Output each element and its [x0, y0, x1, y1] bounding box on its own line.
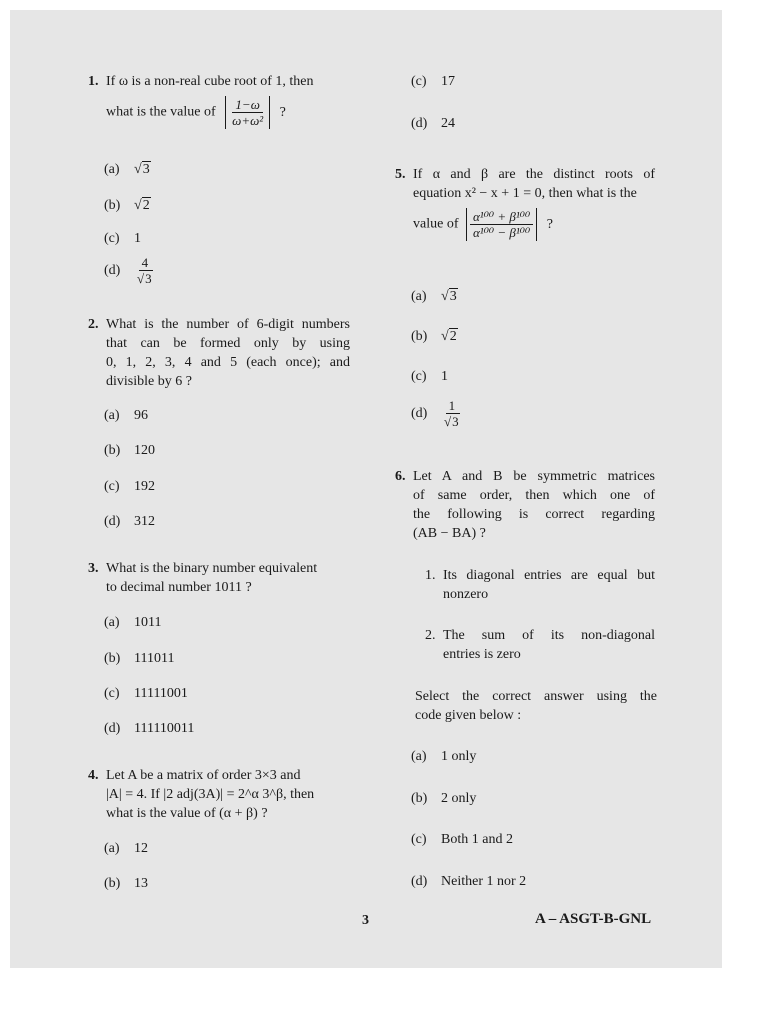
expression-suffix: ?: [279, 104, 286, 120]
absolute-value: [225, 96, 270, 129]
question-number: 4.: [88, 768, 99, 783]
option-c[interactable]: (c) 17: [411, 74, 455, 89]
question-number: 2.: [88, 317, 99, 332]
option-label: (b): [104, 198, 121, 213]
option-b[interactable]: (b) 2 only: [411, 791, 477, 806]
option-value: 96: [134, 408, 148, 423]
option-value: 111110011: [134, 721, 195, 736]
question-5-expression: [413, 208, 663, 241]
option-a[interactable]: (a) √3: [104, 162, 150, 177]
option-a[interactable]: (a) 96: [104, 408, 148, 423]
fraction-numerator: 1: [446, 398, 459, 414]
question-text: If α and β are the distinct roots of equation x² − x + 1 = 0, then what is the: [413, 167, 655, 201]
question-1-expression: [106, 96, 366, 129]
absolute-value: [466, 208, 537, 241]
option-d[interactable]: [104, 255, 156, 286]
option-value: Neither 1 nor 2: [441, 874, 527, 889]
fraction: [470, 209, 533, 240]
option-value: 192: [134, 479, 155, 494]
booklet-code: A – ASGT-B-GNL: [535, 911, 652, 927]
option-value: 2 only: [441, 791, 477, 806]
option-a[interactable]: (a) 1 only: [411, 749, 477, 764]
option-value: 12: [134, 841, 148, 856]
fraction-numerator: 1−ω: [232, 97, 262, 113]
option-a[interactable]: (a) 12: [104, 841, 148, 856]
option-d[interactable]: (d) Neither 1 nor 2: [411, 874, 527, 889]
fraction-numerator: α¹⁰⁰ + β¹⁰⁰: [470, 209, 533, 225]
expression-prefix: value of: [413, 216, 459, 232]
option-a[interactable]: (a) 1011: [104, 615, 162, 630]
option-value: 111011: [134, 651, 175, 666]
fraction-denominator: α¹⁰⁰ − β¹⁰⁰: [472, 225, 531, 240]
option-value: 1011: [134, 615, 162, 630]
statement-2: 2. The sum of its non-diagonal entries is zero: [425, 628, 655, 662]
option-d[interactable]: (d) 111110011: [104, 721, 195, 736]
expression-prefix: what is the value of: [106, 104, 216, 120]
option-d[interactable]: (d) $\frac{1}{√3}$: [411, 398, 463, 429]
option-value: 2: [142, 198, 150, 213]
option-value: 3: [142, 162, 150, 177]
fraction: [229, 97, 266, 128]
option-value: 1 only: [441, 749, 477, 764]
option-b[interactable]: (b) 111011: [104, 651, 175, 666]
fraction-numerator: 4: [139, 255, 152, 271]
option-c[interactable]: (c) 192: [104, 479, 155, 494]
question-text: Let A be a matrix of order 3×3 and |A| = 4. If |2 adj(3A)| = 2^α 3^β, then what is the value of (α + β) ?: [106, 768, 315, 821]
question-number: 1.: [88, 74, 99, 89]
expression-suffix: ?: [546, 216, 553, 232]
fraction-denominator: ω+ω²: [232, 113, 264, 128]
option-value: 11111001: [134, 686, 188, 701]
option-value: 120: [134, 443, 155, 458]
option-value: 24: [441, 116, 455, 131]
option-value: 17: [441, 74, 455, 89]
question-number: 3.: [88, 561, 99, 576]
question-text: Let A and B be symmetric matrices of same order, then which one of the following is correct regarding (AB − BA) ?: [413, 469, 655, 541]
option-c[interactable]: (c) Both 1 and 2: [411, 832, 513, 847]
option-value: 2: [449, 329, 457, 344]
fraction: $\frac{4}{√3}$: [137, 255, 152, 286]
option-label: (c): [104, 231, 120, 246]
question-number: 6.: [395, 469, 406, 484]
option-b[interactable]: (b) 120: [104, 443, 155, 458]
option-label: (a): [104, 162, 120, 177]
option-value: 13: [134, 876, 148, 891]
option-b[interactable]: (b) √2: [411, 329, 457, 344]
option-value: Both 1 and 2: [441, 832, 513, 847]
question-text: If ω is a non-real cube root of 1, then: [106, 74, 314, 89]
fraction: $\frac{1}{√3}$: [444, 398, 459, 429]
statement-1: 1. Its diagonal entries are equal but nonzero: [425, 568, 655, 602]
option-a[interactable]: (a) √3: [411, 289, 457, 304]
option-value: 312: [134, 514, 155, 529]
question-number: 5.: [395, 167, 406, 182]
option-label: (d): [104, 263, 121, 278]
option-c[interactable]: [104, 229, 141, 248]
question-text: What is the binary number equivalent to decimal number 1011 ?: [106, 561, 318, 595]
option-b[interactable]: (b) 13: [104, 876, 148, 891]
option-d[interactable]: (d) 24: [411, 116, 455, 131]
option-value: 1: [134, 231, 141, 246]
option-d[interactable]: (d) 312: [104, 514, 155, 529]
option-b[interactable]: (b) √2: [104, 198, 150, 213]
option-value: 3: [449, 289, 457, 304]
instruction: Select the correct answer using the code given below :: [415, 689, 657, 723]
question-text: What is the number of 6-digit numbers that can be formed only by using 0, 1, 2, 3, 4 and 5 (each once); and divisible by 6 ?: [106, 317, 350, 389]
option-c[interactable]: (c) 1: [411, 369, 448, 384]
option-value: 1: [441, 369, 448, 384]
page-number: 3: [362, 913, 369, 928]
option-c[interactable]: (c) 11111001: [104, 686, 188, 701]
